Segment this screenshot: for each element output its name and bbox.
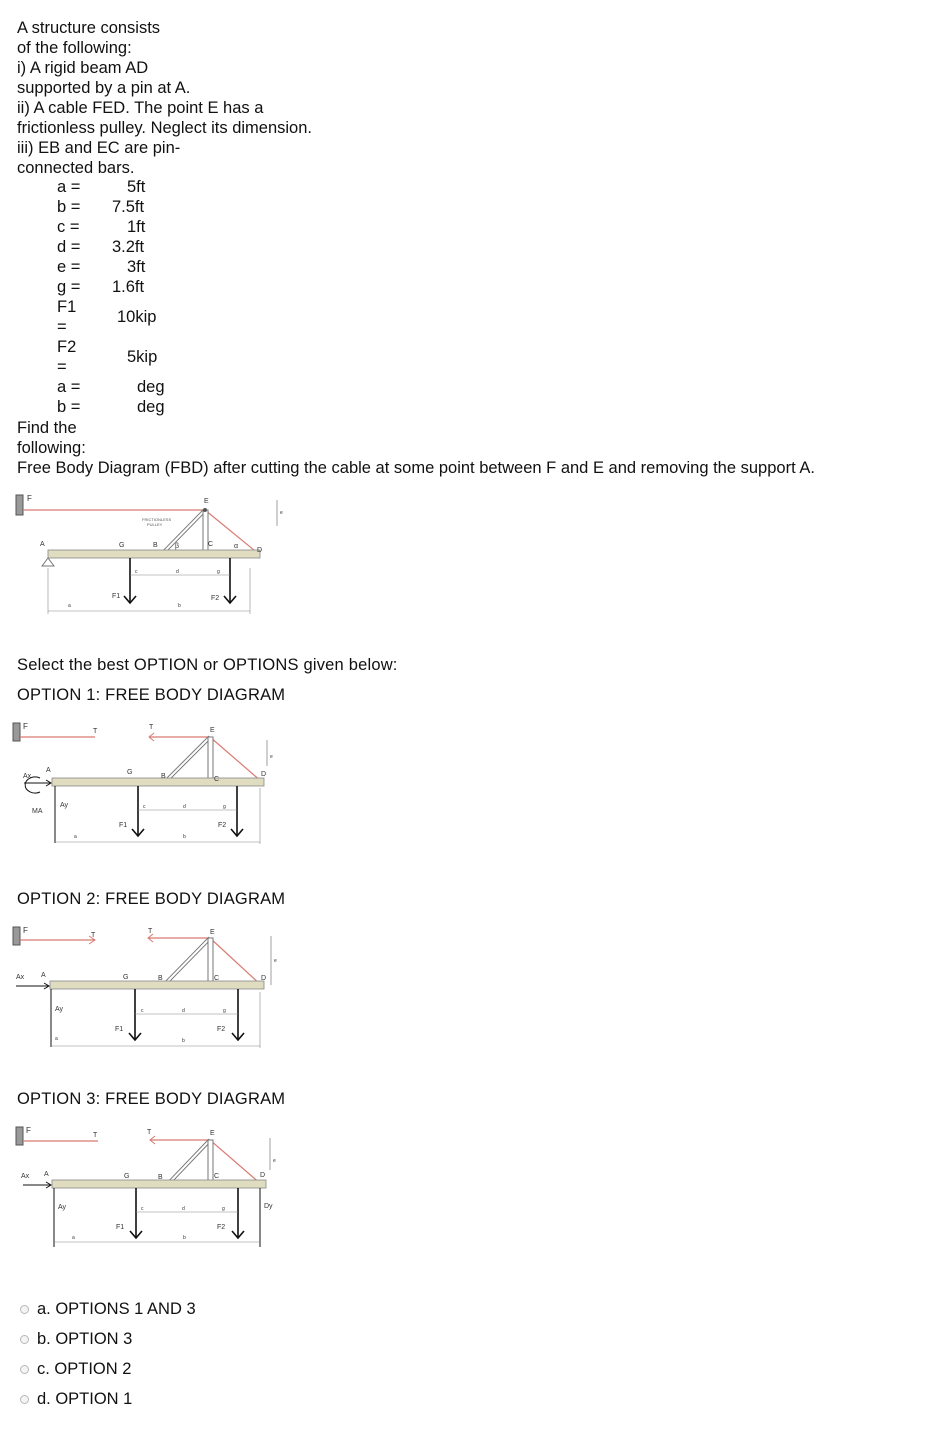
problem-line: connected bars. <box>17 159 135 177</box>
param-name: F2 <box>57 338 77 356</box>
beam-AD <box>52 778 264 786</box>
label-B: B <box>158 975 163 982</box>
pulley-E <box>203 508 207 512</box>
radio-button[interactable] <box>20 1395 29 1404</box>
answer-label[interactable]: a. OPTIONS 1 AND 3 <box>37 1299 196 1318</box>
pulley-label-1: FRICTIONLESS <box>142 517 172 522</box>
task-statement: Free Body Diagram (FBD) after cutting the cable at some point between F and E and removing the support A. <box>17 459 815 477</box>
param-value: 10kip <box>117 308 157 326</box>
problem-line: supported by a pin at A. <box>17 79 191 97</box>
label-F2: F2 <box>217 1224 226 1231</box>
label-G: G <box>124 1173 130 1180</box>
dim-c: c <box>141 1206 144 1212</box>
param-name: e = <box>57 258 81 276</box>
param-value: 5ft <box>127 178 146 196</box>
find-line: Find the <box>17 419 77 437</box>
pin-support-A <box>42 558 54 566</box>
problem-line: iii) EB and EC are pin- <box>17 139 181 157</box>
param-name: a = <box>57 178 81 196</box>
dim-d: d <box>183 804 186 810</box>
moment-arrow <box>25 777 40 793</box>
label-F1: F1 <box>115 1026 124 1033</box>
label-G: G <box>119 542 125 549</box>
label-A: A <box>44 1171 49 1178</box>
dim-a: a <box>68 603 71 609</box>
dim-c: c <box>135 569 138 575</box>
param-value: deg <box>137 378 165 396</box>
label-F: F <box>23 722 28 731</box>
label-alpha: α <box>234 543 239 550</box>
label-G: G <box>127 769 133 776</box>
problem-line: of the following: <box>17 39 132 57</box>
label-B: B <box>153 542 158 549</box>
label-T2: T <box>147 1129 152 1136</box>
label-Ax: Ax <box>16 974 25 981</box>
find-line: following: <box>17 439 86 457</box>
beam-AD <box>48 550 260 558</box>
option2-diagram <box>10 922 300 1052</box>
dim-b: b <box>183 834 186 840</box>
wall-support <box>13 723 20 741</box>
label-D: D <box>260 1172 266 1179</box>
label-Ay: Ay <box>58 1204 67 1211</box>
dim-e: e <box>273 1158 276 1164</box>
label-F2: F2 <box>211 595 220 602</box>
label-E: E <box>204 498 209 505</box>
prompt-text: Select the best OPTION or OPTIONS given below: <box>17 656 398 674</box>
problem-line: i) A rigid beam AD <box>17 59 149 77</box>
bar-EC <box>203 510 208 556</box>
label-B: B <box>158 1174 163 1181</box>
option2-title: OPTION 2: FREE BODY DIAGRAM <box>17 890 286 908</box>
label-A: A <box>40 541 45 548</box>
bar-EC <box>208 1140 213 1185</box>
option1-title: OPTION 1: FREE BODY DIAGRAM <box>17 686 286 704</box>
dim-g: g <box>223 804 226 810</box>
problem-line: A structure consists <box>17 19 161 37</box>
label-D: D <box>261 975 267 982</box>
dim-a: a <box>74 834 77 840</box>
label-F: F <box>23 926 28 935</box>
label-D: D <box>257 547 263 554</box>
dim-g: g <box>223 1008 226 1014</box>
label-T1: T <box>93 728 98 735</box>
dim-g: g <box>222 1206 225 1212</box>
beam-AD <box>50 981 264 989</box>
wall-support <box>13 927 20 945</box>
label-MA: MA <box>32 808 43 815</box>
bar-EC <box>208 737 213 782</box>
label-E: E <box>210 929 215 936</box>
param-name: a = <box>57 378 81 396</box>
label-beta: β <box>175 543 180 550</box>
option1-diagram <box>10 718 300 848</box>
param-name: g = <box>57 278 81 296</box>
param-eq: = <box>57 358 67 376</box>
answer-label[interactable]: d. OPTION 1 <box>37 1389 133 1408</box>
dim-c: c <box>143 804 146 810</box>
label-T2: T <box>149 724 154 731</box>
label-F1: F1 <box>112 593 121 600</box>
dim-d: d <box>182 1008 185 1014</box>
radio-button[interactable] <box>20 1365 29 1374</box>
dim-a: a <box>55 1036 58 1042</box>
answer-option-b[interactable] <box>20 1324 196 1354</box>
dim-d: d <box>182 1206 185 1212</box>
wall-support <box>16 1127 23 1145</box>
problem-statement <box>17 18 437 178</box>
param-value: deg <box>137 398 165 416</box>
param-value: 5kip <box>127 348 158 366</box>
answer-option-d[interactable] <box>20 1384 196 1414</box>
label-Ay: Ay <box>60 802 69 809</box>
label-D: D <box>261 771 267 778</box>
label-T1: T <box>91 932 96 939</box>
label-T2: T <box>148 928 153 935</box>
dim-b: b <box>183 1235 186 1241</box>
label-F: F <box>27 494 32 503</box>
dim-e: e <box>280 510 283 516</box>
label-C: C <box>214 776 220 783</box>
label-C: C <box>214 1173 220 1180</box>
param-value: 7.5ft <box>112 198 145 216</box>
label-Ax: Ax <box>23 773 32 780</box>
dim-b: b <box>178 603 181 609</box>
beam-AD <box>52 1180 266 1188</box>
label-G: G <box>123 974 129 981</box>
dim-d: d <box>176 569 179 575</box>
param-name: F1 <box>57 298 77 316</box>
answer-label[interactable]: b. OPTION 3 <box>37 1329 133 1348</box>
param-value: 3.2ft <box>112 238 145 256</box>
wall-support <box>16 495 23 515</box>
answer-list <box>20 1294 196 1414</box>
label-F2: F2 <box>217 1026 226 1033</box>
label-F2: F2 <box>218 822 227 829</box>
param-name: d = <box>57 238 81 256</box>
option3-diagram <box>10 1122 300 1252</box>
bar-EC <box>208 938 213 984</box>
param-value: 1.6ft <box>112 278 145 296</box>
label-F1: F1 <box>119 822 128 829</box>
answer-label[interactable]: c. OPTION 2 <box>37 1359 132 1378</box>
label-E: E <box>210 1130 215 1137</box>
dim-c: c <box>141 1008 144 1014</box>
dim-b: b <box>182 1038 185 1044</box>
label-T1: T <box>93 1132 98 1139</box>
option3-title: OPTION 3: FREE BODY DIAGRAM <box>17 1090 286 1108</box>
param-name: b = <box>57 198 81 216</box>
label-F1: F1 <box>116 1224 125 1231</box>
label-A: A <box>46 767 51 774</box>
answer-option-a[interactable] <box>20 1294 196 1324</box>
label-B: B <box>161 773 166 780</box>
label-Dy: Dy <box>264 1203 273 1210</box>
dim-e: e <box>274 958 277 964</box>
structure-diagram <box>10 490 300 615</box>
param-eq: = <box>57 318 67 336</box>
radio-button[interactable] <box>20 1305 29 1314</box>
radio-button[interactable] <box>20 1335 29 1344</box>
label-C: C <box>208 541 214 548</box>
label-C: C <box>214 975 220 982</box>
answer-option-c[interactable] <box>20 1354 196 1384</box>
pulley-label-2: PULLEY <box>147 522 163 527</box>
param-value: 3ft <box>127 258 146 276</box>
problem-line: frictionless pulley. Neglect its dimension. <box>17 119 312 137</box>
label-Ay: Ay <box>55 1006 64 1013</box>
param-name: c = <box>57 218 80 236</box>
label-F: F <box>26 1126 31 1135</box>
dim-a: a <box>72 1235 75 1241</box>
problem-line: ii) A cable FED. The point E has a <box>17 99 264 117</box>
dim-e: e <box>270 754 273 760</box>
param-value: 1ft <box>127 218 146 236</box>
dim-g: g <box>217 569 220 575</box>
label-E: E <box>210 727 215 734</box>
label-Ax: Ax <box>21 1173 30 1180</box>
label-A: A <box>41 972 46 979</box>
param-name: b = <box>57 398 81 416</box>
